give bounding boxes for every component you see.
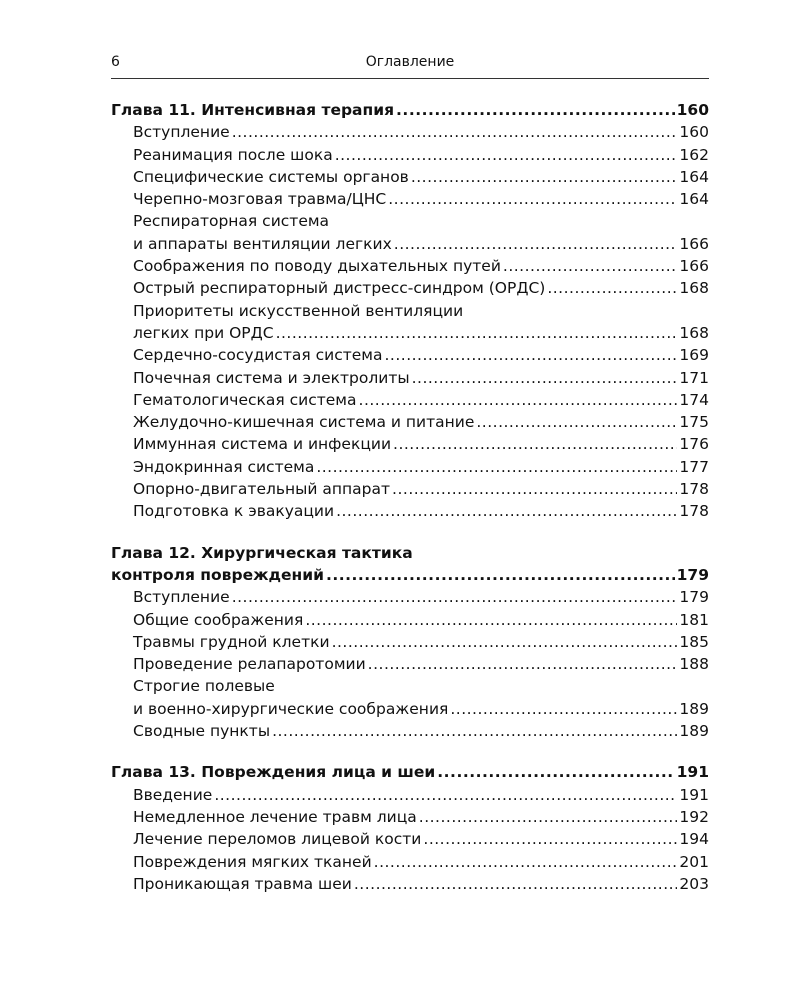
dot-leader <box>276 322 678 344</box>
dot-leader <box>232 121 678 143</box>
toc-entry-page-number: 178 <box>679 502 709 521</box>
toc-entry-page-number: 194 <box>679 830 709 849</box>
toc-entry[interactable] <box>111 828 709 850</box>
toc-entry-page-number: 166 <box>679 234 709 253</box>
dot-leader <box>326 564 675 586</box>
dot-leader <box>272 720 677 742</box>
toc-entry-text: Введение <box>133 785 213 804</box>
dot-leader <box>503 255 678 277</box>
running-header <box>111 52 709 79</box>
dot-leader <box>437 761 674 783</box>
toc-entry[interactable] <box>111 166 709 188</box>
toc-entry-text: Травмы грудной клетки <box>133 632 330 651</box>
toc-entry-page-number: 201 <box>679 852 709 871</box>
toc-entry-text: Вступление <box>133 123 230 142</box>
toc-entry-page-number: 191 <box>679 785 709 804</box>
chapter-title-text: Глава 11. Интенсивная терапия <box>111 101 395 119</box>
running-title: Оглавление <box>365 54 455 70</box>
toc-entry[interactable] <box>111 698 709 720</box>
toc-entry-page-number: 160 <box>679 123 709 142</box>
toc-entry[interactable] <box>111 631 709 653</box>
toc-entry-page-number: 177 <box>679 457 709 476</box>
toc-entry-page-number: 171 <box>679 368 709 387</box>
toc-entry[interactable] <box>111 586 709 608</box>
toc-entry-page-number: 203 <box>679 874 709 893</box>
toc-entry-text: Гематологическая система <box>133 390 357 409</box>
dot-leader <box>419 806 678 828</box>
toc-entry-text: Опорно-двигательный аппарат <box>133 480 391 499</box>
toc-entry-text: Специфические системы органов <box>133 167 409 186</box>
toc-entry-page-number: 164 <box>679 190 709 209</box>
toc-entry-text: Почечная система и электролиты <box>133 368 410 387</box>
toc-entry-page-number: 176 <box>679 435 709 454</box>
dot-leader <box>335 144 678 166</box>
toc-entry-text: Соображения по поводу дыхательных путей <box>133 257 501 276</box>
toc-entry-page-number: 175 <box>679 413 709 432</box>
toc-entry-page-number: 168 <box>679 279 709 298</box>
toc-entry[interactable] <box>111 433 709 455</box>
toc-entry-page-number: 168 <box>679 323 709 342</box>
toc-entry-page-number: 192 <box>679 807 709 826</box>
toc-entry-text: Черепно-мозговая травма/ЦНС <box>133 190 387 209</box>
dot-leader <box>392 478 677 500</box>
toc-entry-page-number: 166 <box>679 257 709 276</box>
chapter-title[interactable] <box>111 761 709 783</box>
dot-leader <box>393 433 677 455</box>
toc-entry[interactable] <box>111 873 709 895</box>
toc-entry-text: легких при ОРДС <box>133 323 274 342</box>
toc-entry-page-number: 178 <box>679 480 709 499</box>
dot-leader <box>336 500 677 522</box>
toc-entry[interactable] <box>111 478 709 500</box>
dot-leader <box>232 586 678 608</box>
toc-entry[interactable] <box>111 210 709 232</box>
dot-leader <box>476 411 677 433</box>
toc-entry[interactable] <box>111 367 709 389</box>
toc-entry[interactable] <box>111 144 709 166</box>
dot-leader <box>423 828 677 850</box>
toc-entry-text: Повреждения мягких тканей <box>133 852 372 871</box>
chapter-block <box>111 542 709 743</box>
dot-leader <box>374 851 678 873</box>
toc-entry-text: Приоритеты искусственной вентиляции <box>133 301 464 320</box>
dot-leader <box>450 698 677 720</box>
toc-entry-text: Проникающая травма шеи <box>133 874 352 893</box>
chapter-block <box>111 99 709 523</box>
toc-entry-text: Респираторная система <box>133 212 330 231</box>
toc-entry[interactable] <box>111 653 709 675</box>
toc-entry[interactable] <box>111 720 709 742</box>
toc-entry[interactable] <box>111 675 709 697</box>
toc-entry-page-number: 189 <box>679 699 709 718</box>
chapter-title[interactable] <box>111 542 709 564</box>
chapter-title[interactable] <box>111 564 709 586</box>
toc-entry-text: Строгие полевые <box>133 677 275 696</box>
toc-entry[interactable] <box>111 233 709 255</box>
toc-entry[interactable] <box>111 806 709 828</box>
dot-leader <box>394 233 678 255</box>
toc-entry[interactable] <box>111 411 709 433</box>
chapter-title-text: контроля повреждений <box>111 565 324 584</box>
dot-leader <box>412 367 678 389</box>
toc-entry-text: Сводные пункты <box>133 722 271 741</box>
dot-leader <box>214 784 677 806</box>
toc-entry-page-number: 169 <box>679 346 709 365</box>
toc-entry-page-number: 164 <box>679 167 709 186</box>
toc-entry[interactable] <box>111 500 709 522</box>
toc-entry[interactable] <box>111 300 709 322</box>
toc-entry[interactable] <box>111 255 709 277</box>
toc-entry[interactable] <box>111 277 709 299</box>
toc-entry-text: Лечение переломов лицевой кости <box>133 830 422 849</box>
toc-entry-text: и аппараты вентиляции легких <box>133 234 392 253</box>
chapter-title-page-number: 191 <box>676 763 709 782</box>
toc-entry[interactable] <box>111 322 709 344</box>
toc-entry-text: Иммунная система и инфекции <box>133 435 392 454</box>
chapter-title[interactable] <box>111 99 709 121</box>
dot-leader <box>547 277 677 299</box>
toc-entry[interactable] <box>111 188 709 210</box>
dot-leader <box>396 99 675 121</box>
dot-leader <box>368 653 678 675</box>
dot-leader <box>332 631 678 653</box>
dot-leader <box>316 456 677 478</box>
toc-entry-text: Общие соображения <box>133 610 304 629</box>
toc-entry-page-number: 174 <box>679 390 709 409</box>
toc-entry-page-number: 181 <box>679 610 709 629</box>
toc-entry-text: Сердечно-сосудистая система <box>133 346 383 365</box>
toc-entry-page-number: 188 <box>679 655 709 674</box>
chapter-title-text: Глава 13. Повреждения лица и шеи <box>111 763 436 782</box>
toc-entry-text: Подготовка к эвакуации <box>133 502 335 521</box>
dot-leader <box>384 344 677 366</box>
dot-leader <box>354 873 678 895</box>
dot-leader <box>359 389 678 411</box>
toc-entry-text: и военно-хирургические соображения <box>133 699 449 718</box>
chapter-title-page-number: 160 <box>676 101 709 119</box>
toc-entry-text: Проведение релапаротомии <box>133 655 366 674</box>
toc-entry-page-number: 189 <box>679 722 709 741</box>
toc-entry[interactable] <box>111 121 709 143</box>
toc-entry[interactable] <box>111 344 709 366</box>
toc-entry-text: Немедленное лечение травм лица <box>133 807 417 826</box>
toc-entry-text: Желудочно-кишечная система и питание <box>133 413 475 432</box>
toc-entry-text: Острый респираторный дистресс-синдром (ОРДС) <box>133 279 546 298</box>
page-number: 6 <box>111 54 120 70</box>
dot-leader <box>411 166 678 188</box>
toc-entry-text: Реанимация после шока <box>133 145 333 164</box>
toc-entry-page-number: 185 <box>679 632 709 651</box>
toc-entry-text: Вступление <box>133 588 230 607</box>
toc-entry[interactable] <box>111 456 709 478</box>
table-of-contents <box>111 99 709 914</box>
toc-entry[interactable] <box>111 784 709 806</box>
toc-entry[interactable] <box>111 609 709 631</box>
toc-entry-text: Эндокринная система <box>133 457 315 476</box>
toc-entry-page-number: 179 <box>679 588 709 607</box>
toc-entry[interactable] <box>111 851 709 873</box>
chapter-title-page-number: 179 <box>676 565 709 584</box>
toc-entry[interactable] <box>111 389 709 411</box>
toc-entry-page-number: 162 <box>679 145 709 164</box>
dot-leader <box>388 188 677 210</box>
dot-leader <box>305 609 677 631</box>
chapter-block <box>111 761 709 895</box>
chapter-title-text: Глава 12. Хирургическая тактика <box>111 543 413 562</box>
